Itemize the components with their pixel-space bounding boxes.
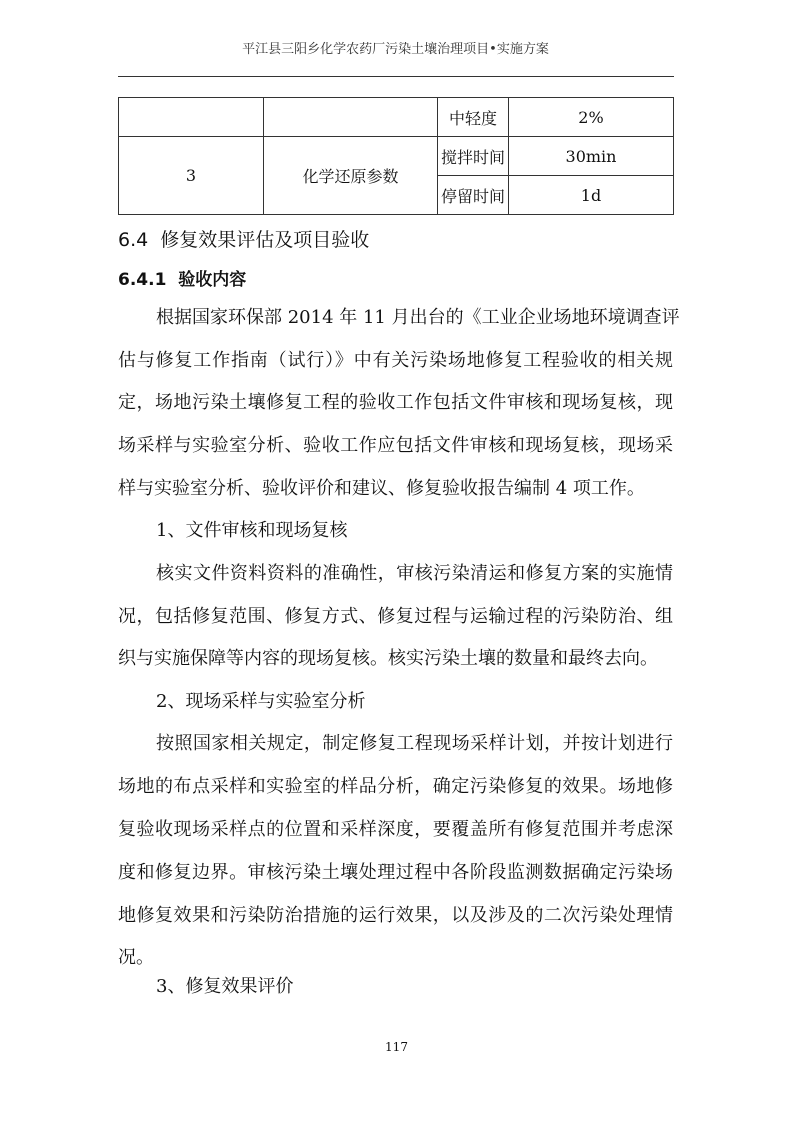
- table-cell: 中轻度: [438, 98, 509, 137]
- header-rule: [118, 76, 674, 77]
- table-cell: 30min: [509, 137, 674, 176]
- list-heading: 1、文件审核和现场复核: [156, 520, 348, 541]
- paragraph-line: 织与实施保障等内容的现场复核。核实污染土壤的数量和最终去向。: [118, 648, 658, 669]
- paragraph-line: 复验收现场采样点的位置和采样深度，要覆盖所有修复范围并考虑深: [118, 819, 673, 840]
- page-number: 117: [385, 1040, 408, 1054]
- paragraph-line: 定，场地污染土壤修复工程的验收工作包括文件审核和现场复核，现: [118, 392, 673, 413]
- table-row: [119, 137, 674, 176]
- paragraph-line: 按照国家相关规定，制定修复工程现场采样计划，并按计划进行: [156, 733, 673, 754]
- paragraph-line: 场采样与实验室分析、验收工作应包括文件审核和现场复核，现场采: [118, 435, 673, 456]
- table-cell: [264, 98, 438, 137]
- table-cell: 3: [119, 137, 264, 215]
- paragraph-line: 核实文件资料资料的准确性，审核污染清运和修复方案的实施情: [156, 563, 673, 584]
- section-title: 6.4 修复效果评估及项目验收: [118, 229, 370, 251]
- list-heading: 2、现场采样与实验室分析: [156, 691, 366, 712]
- subsection-title: 6.4.1 验收内容: [118, 270, 247, 290]
- paragraph-line: 估与修复工作指南（试行）》中有关污染场地修复工程验收的相关规: [118, 350, 673, 371]
- table-cell: 停留时间: [438, 176, 509, 215]
- paragraph-line: 度和修复边界。审核污染土壤处理过程中各阶段监测数据确定污染场: [118, 862, 673, 883]
- paragraph-line: 场地的布点采样和实验室的样品分析，确定污染修复的效果。场地修: [118, 776, 673, 797]
- table-row: [119, 98, 674, 137]
- parameter-table: [118, 97, 674, 215]
- table-cell: 搅拌时间: [438, 137, 509, 176]
- paragraph-line: 况，包括修复范围、修复方式、修复过程与运输过程的污染防治、组: [118, 606, 673, 627]
- table-cell: 化学还原参数: [264, 137, 438, 215]
- table-cell: 2%: [509, 98, 674, 137]
- list-heading: 3、修复效果评价: [156, 976, 294, 997]
- paragraph-line: 地修复效果和污染防治措施的运行效果，以及涉及的二次污染处理情: [118, 905, 673, 926]
- paragraph-line: 样与实验室分析、验收评价和建议、修复验收报告编制 4 项工作。: [118, 478, 645, 499]
- running-header: 平江县三阳乡化学农药厂污染土壤治理项目•实施方案: [242, 42, 549, 57]
- paragraph-line: 况。: [118, 947, 154, 968]
- paragraph-line: 根据国家环保部 2014 年 11 月出台的《工业企业场地环境调查评: [156, 307, 680, 328]
- table-cell: 1d: [509, 176, 674, 215]
- table-cell: [119, 98, 264, 137]
